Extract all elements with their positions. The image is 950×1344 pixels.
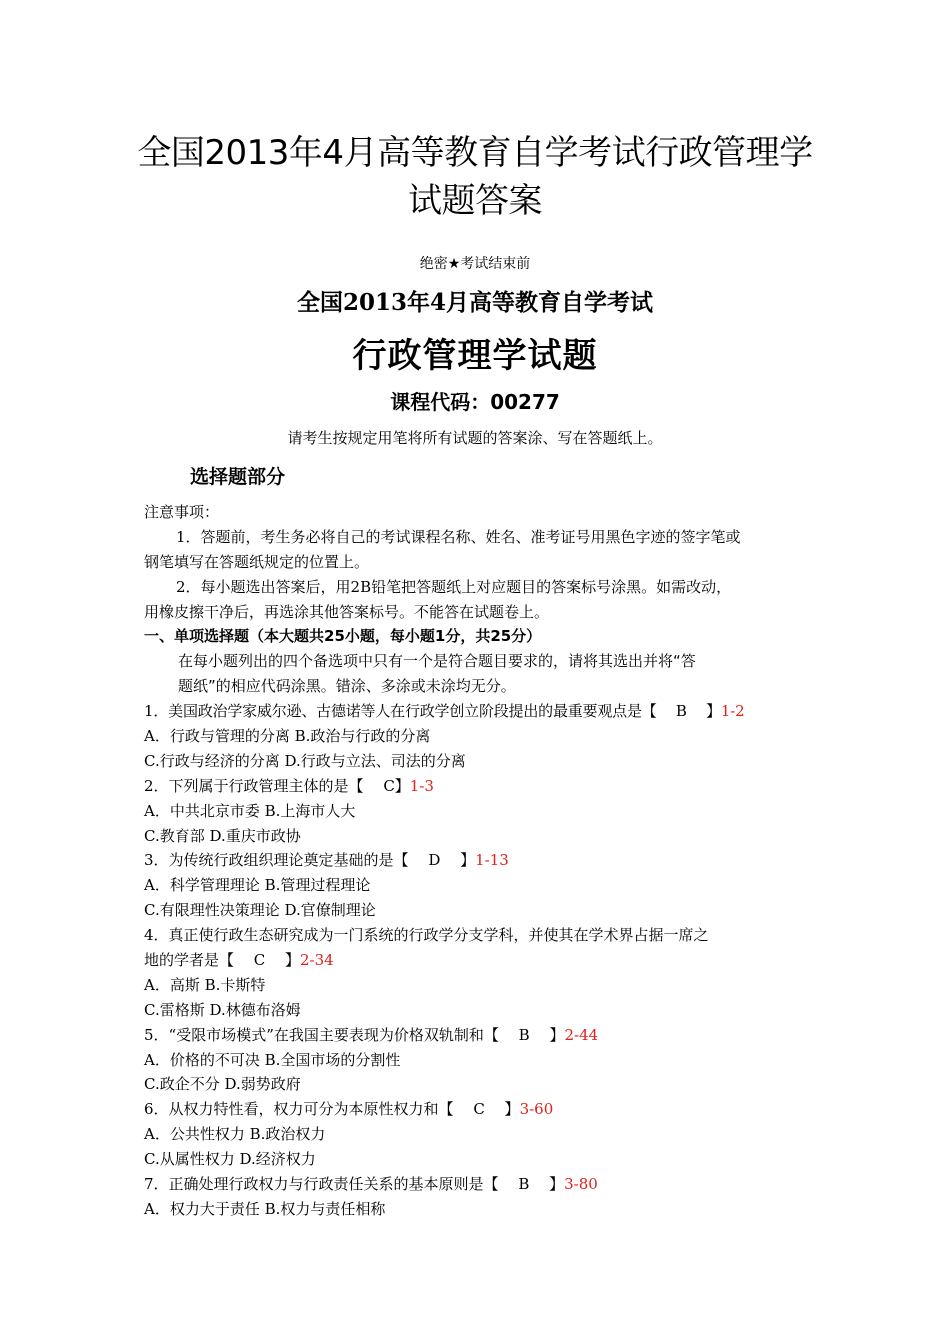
question-5-stem (144, 1023, 824, 1048)
question-3-stem (144, 848, 824, 873)
question-6-options-cd: C.从属性权力 D.经济权力 (144, 1150, 316, 1169)
secret-mark: 绝密★考试结束前 (419, 256, 531, 272)
question-7-options-ab: A．权力大于责任 B.权力与责任相称 (144, 1199, 386, 1218)
question-5-options-ab: A．价格的不可决 B.全国市场的分割性 (144, 1050, 401, 1069)
question-3-options-ab: A．科学管理理论 B.管理过程理论 (144, 876, 371, 895)
question-stem-text: 1．美国政治学家威尔逊、古德诺等人在行政学创立阶段提出的最重要观点是【 B 】 (144, 702, 721, 721)
question-stem-text: 地的学者是【 C 】 (144, 951, 301, 970)
document-title-line2: 试题答案 (408, 181, 542, 221)
question-reference: 1-3 (409, 776, 434, 795)
question-reference: 1-13 (475, 851, 509, 870)
question-stem-text: 3．为传统行政组织理论奠定基础的是【 D 】 (144, 851, 476, 870)
question-2-options-cd: C.教育部 D.重庆市政协 (144, 826, 301, 845)
question-3-options-cd: C.有限理性决策理论 D.官僚制理论 (144, 901, 376, 920)
question-reference: 2-34 (300, 951, 334, 970)
document-title (0, 128, 950, 224)
question-stem-text: 6．从权力特性看，权力可分为本原性权力和【 C 】 (144, 1100, 520, 1119)
question-stem-text: 2．下列属于行政管理主体的是【 C】 (144, 776, 410, 795)
notes-heading: 注意事项： (144, 503, 220, 521)
notes-item1-line2: 钢笔填写在答题纸规定的位置上。 (144, 552, 370, 571)
exam-body (144, 500, 824, 1222)
section1-desc-line1: 在每小题列出的四个备选项中只有一个是符合题目要求的，请将其选出并将“答 (178, 652, 696, 671)
exam-line: 全国2013年4月高等教育自学考试 (296, 289, 654, 316)
subject-title: 行政管理学试题 (352, 336, 598, 376)
notes-item2-line1: 2．每小题选出答案后，用2B铅笔把答题纸上对应题目的答案标号涂黑。如需改动， (176, 577, 732, 596)
question-1-options-ab: A．行政与管理的分离 B.政治与行政的分离 (144, 727, 431, 746)
question-5-options-cd: C.政企不分 D.弱势政府 (144, 1075, 301, 1094)
question-2-options-ab: A．中共北京市委 B.上海市人大 (144, 801, 356, 820)
notes-item1-line1: 1．答题前，考生务必将自己的考试课程名称、姓名、准考证号用黑色字迹的签字笔或 (176, 527, 741, 546)
question-stem-text: 7．正确处理行政权力与行政责任关系的基本原则是【 B 】 (144, 1175, 565, 1194)
section1-heading: 一、单项选择题（本大题共25小题，每小题1分，共25分） (144, 627, 542, 646)
question-1-options-cd: C.行政与经济的分离 D.行政与立法、司法的分离 (144, 751, 466, 770)
section1-desc-line2: 题纸”的相应代码涂黑。错涂、多涂或未涂均无分。 (178, 677, 516, 696)
course-code: 课程代码：00277 (390, 390, 560, 414)
part-title: 选择题部分 (190, 466, 286, 488)
document-title-line1: 全国2013年4月高等教育自学考试行政管理学 (137, 133, 813, 173)
question-reference: 3-80 (564, 1175, 598, 1194)
question-6-options-ab: A．公共性权力 B.政治权力 (144, 1125, 326, 1144)
question-reference: 3-60 (519, 1100, 554, 1119)
question-reference: 1-2 (720, 702, 745, 721)
question-2-stem (144, 774, 824, 799)
question-reference: 2-44 (564, 1025, 599, 1044)
question-1-stem (144, 699, 824, 724)
notes-item2-line2: 用橡皮擦干净后，再选涂其他答案标号。不能答在试题卷上。 (144, 602, 550, 621)
question-4-stem (144, 948, 824, 973)
question-6-stem (144, 1097, 824, 1122)
question-4-options-cd: C.雷格斯 D.林德布洛姆 (144, 1000, 301, 1019)
question-stem-text: 5．“受限市场模式”在我国主要表现为价格双轨制和【 B 】 (144, 1025, 565, 1044)
question-7-stem (144, 1172, 824, 1197)
question-4-options-ab: A．高斯 B.卡斯特 (144, 975, 266, 994)
exam-instruction: 请考生按规定用笔将所有试题的答案涂、写在答题纸上。 (287, 429, 663, 447)
question-4-stem-line1: 4．真正使行政生态研究成为一门系统的行政学分支学科，并使其在学术界占据一席之 (144, 926, 709, 945)
